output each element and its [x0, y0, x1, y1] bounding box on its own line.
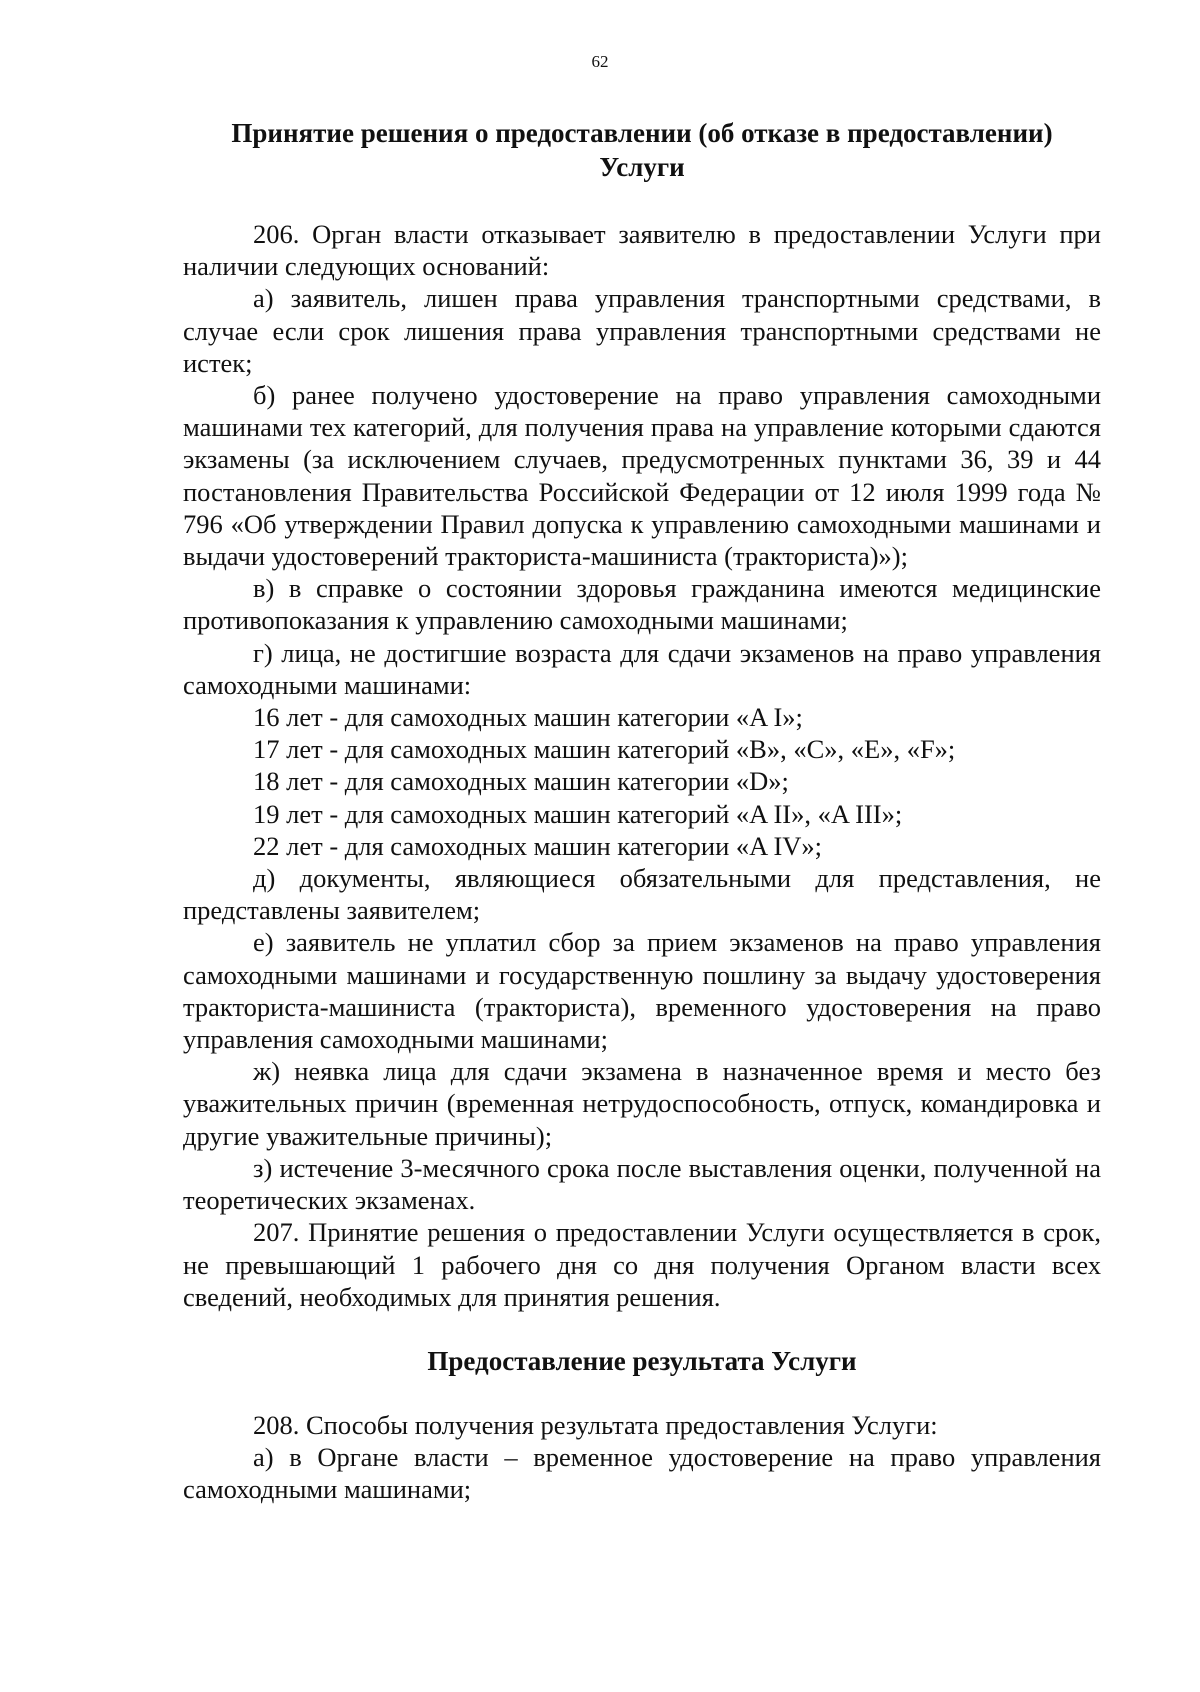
section-heading-decision-line2: Услуги: [599, 152, 685, 182]
paragraph-206-b: б) ранее получено удостоверение на право управления самоходными машинами тех категорий, для получения права на управление которыми сдаются экзамены (за исключением случаев, предусмотренных пунктами 36, 39 и 44 постановления Правительства Российской Федерации от 12 июля 1999 года № 796 «Об утверждении Правил допуска к управлению самоходными машинами и выдачи удостоверений тракториста-машиниста (тракториста)»);: [183, 380, 1101, 572]
paragraph-206-g: г) лица, не достигшие возраста для сдачи экзаменов на право управления самоходными машинами:: [183, 637, 1101, 700]
paragraph-206: 206. Орган власти отказывает заявителю в предоставлении Услуги при наличии следующих оснований:: [183, 219, 1101, 282]
age-item-17: 17 лет - для самоходных машин категорий «B», «C», «E», «F»;: [253, 734, 956, 765]
paragraph-206-a: а) заявитель, лишен права управления транспортными средствами, в случае если срок лишения права управления транспортными средствами не истек;: [183, 283, 1101, 378]
paragraph-206-e: е) заявитель не уплатил сбор за прием экзаменов на право управления самоходными машинами и государственную пошлину за выдачу удостоверения тракториста-машиниста (тракториста), временного удостоверения на право управления самоходными машинами;: [183, 927, 1101, 1055]
page-number: 62: [591, 52, 609, 71]
paragraph-206-zh: ж) неявка лица для сдачи экзамена в назначенное время и место без уважительных причин (временная нетрудоспособность, отпуск, командировка и другие уважительные причины);: [183, 1056, 1101, 1151]
paragraph-208: 208. Способы получения результата предоставления Услуги:: [253, 1409, 938, 1440]
age-item-22: 22 лет - для самоходных машин категории «A IV»;: [253, 830, 823, 861]
paragraph-206-z: з) истечение 3-месячного срока после выставления оценки, полученной на теоретических экзаменах.: [183, 1152, 1101, 1216]
page-content: [183, 116, 1101, 1506]
paragraph-208-a: а) в Органе власти – временное удостоверение на право управления самоходными машинами;: [183, 1442, 1101, 1505]
age-item-16: 16 лет - для самоходных машин категории «A I»;: [253, 702, 803, 733]
section-heading-result: Предоставление результата Услуги: [427, 1345, 857, 1376]
section-heading-decision: [183, 116, 1101, 184]
section-heading-decision-line1: Принятие решения о предоставлении (об отказе в предоставлении): [231, 118, 1053, 148]
age-item-18: 18 лет - для самоходных машин категории «D»;: [253, 766, 789, 797]
age-item-19: 19 лет - для самоходных машин категорий «A II», «A III»;: [253, 798, 903, 829]
paragraph-207: 207. Принятие решения о предоставлении Услуги осуществляется в срок, не превышающий 1 рабочего дня со дня получения Органом власти всех сведений, необходимых для принятия решения.: [183, 1217, 1101, 1312]
paragraph-206-v: в) в справке о состоянии здоровья гражданина имеются медицинские противопоказания к управлению самоходными машинами;: [183, 573, 1101, 636]
paragraph-206-d: д) документы, являющиеся обязательными для представления, не представлены заявителем;: [183, 863, 1101, 926]
